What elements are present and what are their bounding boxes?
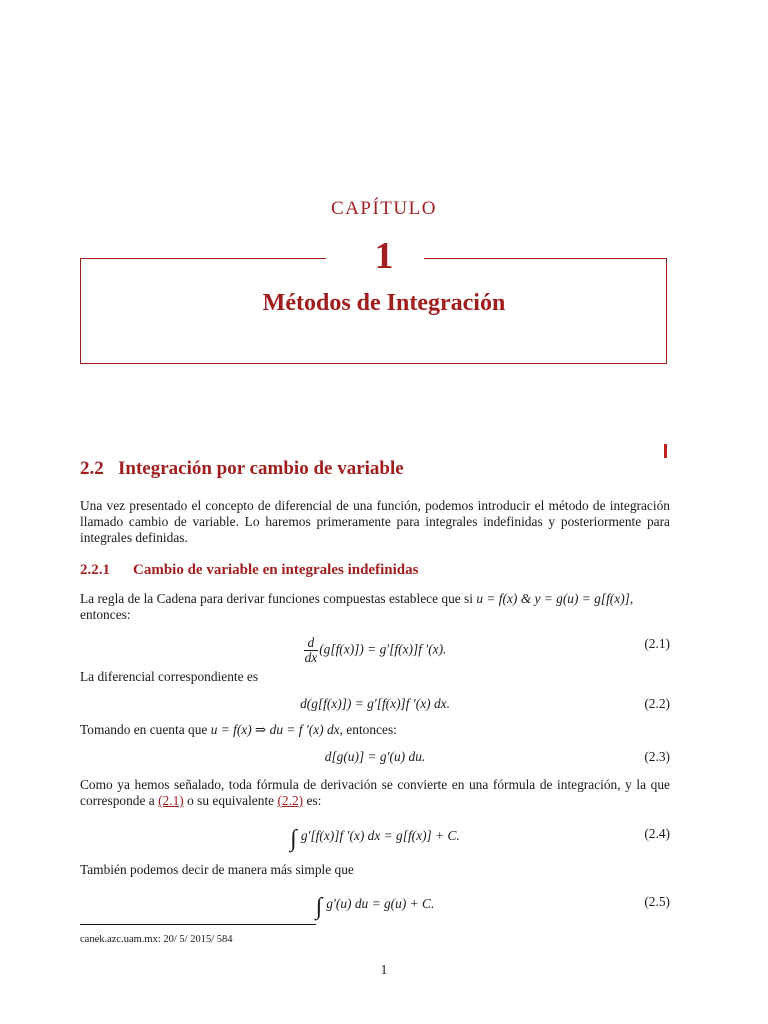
subsection-number: 2.2.1 (80, 562, 110, 578)
equation-text: d(g[f(x)]) = g′[f(x)]f ′(x) dx. (300, 696, 450, 711)
section-number: 2.2 (80, 458, 104, 479)
paragraph-substitution (80, 722, 670, 738)
paragraph-simpler: También podemos decir de manera más simple que (80, 862, 354, 877)
paragraph-derivation-formula (80, 777, 670, 809)
equation-tag: (2.4) (644, 826, 670, 841)
equation-tag: (2.3) (644, 749, 670, 764)
fraction-denominator: dx (304, 650, 318, 665)
equation-link-2-1[interactable]: (2.1) (158, 793, 184, 808)
inline-math: u = f(x) ⇒ du = f ′(x) dx (210, 722, 340, 737)
equation-2-3 (80, 749, 670, 769)
footnote-rule (80, 924, 316, 925)
section-title: Integración por cambio de variable (118, 458, 404, 479)
paragraph-text: , entonces: (339, 722, 397, 737)
integral-sign: ∫ (290, 826, 297, 852)
section-intro: Una vez presentado el concepto de diferencial de una función, podemos introducir el método de integración llamado cambio de variable. Lo haremos primeramente para integrales indefinidas y posteriormente para integrales definidas. (80, 498, 670, 545)
equation-tag: (2.1) (644, 636, 670, 651)
paragraph-text: Como ya hemos señalado, toda fórmula de derivación se convierte en una fórmula de integración, y la que corresponde a (80, 777, 670, 808)
equation-tag: (2.2) (644, 696, 670, 711)
inline-math: u = f(x) & y = g(u) = g[f(x)] (476, 591, 630, 606)
chapter-number: 1 (374, 235, 394, 277)
equation-text: g′(u) du = g(u) + C. (326, 896, 435, 911)
equation-body (80, 894, 670, 921)
fraction (304, 636, 319, 665)
subsection-heading (80, 562, 418, 579)
chapter-title: Métodos de Integración (262, 290, 506, 316)
paragraph-text: o su equivalente (183, 793, 278, 808)
subsection-title: Cambio de variable en integrales indefinidas (133, 562, 419, 578)
section-heading (80, 458, 404, 480)
paragraph-text: entonces: (80, 607, 131, 622)
equation-body (80, 826, 670, 853)
paragraph-text: es: (303, 793, 322, 808)
paragraph-text: La regla de la Cadena para derivar funciones compuestas establece que si (80, 591, 477, 606)
chapter-label: CAPÍTULO (331, 198, 437, 219)
margin-change-mark (664, 444, 667, 458)
paragraph-differential: La diferencial correspondiente es (80, 669, 259, 684)
equation-2-1 (80, 635, 670, 665)
equation-2-4 (80, 826, 670, 852)
integral-sign: ∫ (315, 894, 323, 920)
page-number: 1 (380, 962, 388, 977)
paragraph-text: Tomando en cuenta que (80, 722, 211, 737)
equation-body (80, 636, 670, 665)
equation-link-2-2[interactable]: (2.2) (277, 793, 304, 808)
footnote: canek.azc.uam.mx: 20/ 5/ 2015/ 584 (80, 934, 233, 945)
equation-text: d[g(u)] = g′(u) du. (324, 749, 426, 764)
equation-text: g′[f(x)]f ′(x) dx = g[f(x)] + C. (300, 828, 460, 843)
equation-2-2 (80, 696, 670, 716)
equation-tag: (2.5) (644, 894, 670, 909)
fraction-numerator: d (307, 635, 315, 650)
paragraph-text: , (629, 591, 634, 606)
paragraph-chain-rule (80, 591, 670, 623)
equation-2-5 (80, 894, 670, 920)
equation-text: (g[f(x)]) = g′[f(x)]f ′(x). (319, 641, 447, 657)
